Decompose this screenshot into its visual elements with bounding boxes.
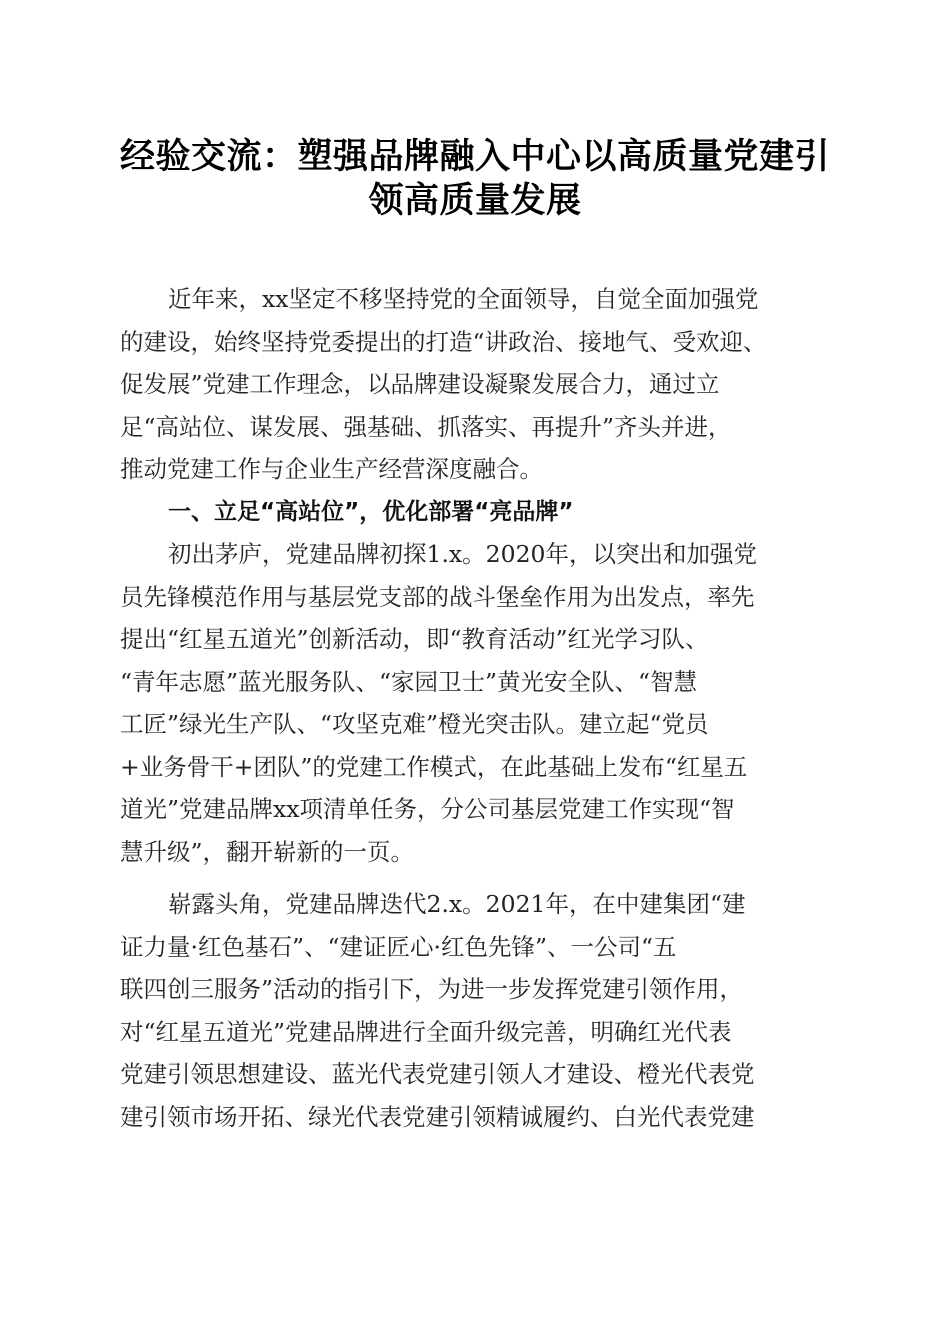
- text-line: 员先锋模范作用与基层党支部的战斗堡垒作用为出发点，率先: [120, 582, 755, 611]
- text-line: 对“红星五道光”党建品牌进行全面升级完善，明确红光代表: [120, 1017, 732, 1046]
- text-line: 提出“红星五道光”创新活动，即“教育活动”红光学习队、: [120, 625, 709, 653]
- text-line: 促发展”党建工作理念，以品牌建设凝聚发展合力，通过立: [120, 370, 720, 398]
- text-line: 党建引领思想建设、蓝光代表党建引领人才建设、橙光代表党: [120, 1060, 755, 1088]
- text-line: 道光”党建品牌xx项清单任务，分公司基层党建工作实现“智: [120, 795, 735, 823]
- text-line: 的建设，始终坚持党委提出的打造“讲政治、接地气、受欢迎、: [120, 327, 767, 356]
- text-line: 证力量·红色基石”、“建证匠心·红色先锋”、一公司“五: [120, 932, 677, 961]
- paragraph-brand-1x: [120, 533, 830, 873]
- section-heading: 一、立足“高站位”，优化部署“亮品牌”: [168, 498, 574, 525]
- document-title: [100, 135, 850, 223]
- text-line: 联四创三服务”活动的指引下，为进一步发挥党建引领作用，: [120, 975, 744, 1003]
- paragraph-gap: [120, 873, 830, 883]
- title-line: 经验交流：塑强品牌融入中心以高质量党建引: [119, 136, 830, 177]
- text-line: 崭露头角，党建品牌迭代2.x。2021年，在中建集团“建: [168, 890, 746, 918]
- text-line: “青年志愿”蓝光服务队、“家园卫士”黄光安全队、“智慧: [120, 667, 698, 696]
- paragraph-intro: [120, 278, 830, 491]
- text-line: 近年来，xx坚定不移坚持党的全面领导，自觉全面加强党: [168, 285, 759, 313]
- text-line: 足“高站位、谋发展、强基础、抓落实、再提升”齐头并进，: [120, 412, 732, 441]
- text-line: 初出茅庐，党建品牌初探1.x。2020年，以突出和加强党: [168, 540, 757, 568]
- text-line: 推动党建工作与企业生产经营深度融合。: [120, 455, 543, 483]
- text-line: 工匠”绿光生产队、“攻坚克难”橙光突击队。建立起“党员: [120, 710, 709, 738]
- paragraph-brand-2x: [120, 883, 830, 1138]
- text-line: 建引领市场开拓、绿光代表党建引领精诚履约、白光代表党建: [120, 1102, 755, 1131]
- document-body: [120, 278, 830, 1138]
- text-line: +业务骨干+团队”的党建工作模式，在此基础上发布“红星五: [120, 752, 748, 781]
- title-line: 领高质量发展: [368, 180, 582, 221]
- text-line: 慧升级”，翻开崭新的一页。: [120, 837, 415, 866]
